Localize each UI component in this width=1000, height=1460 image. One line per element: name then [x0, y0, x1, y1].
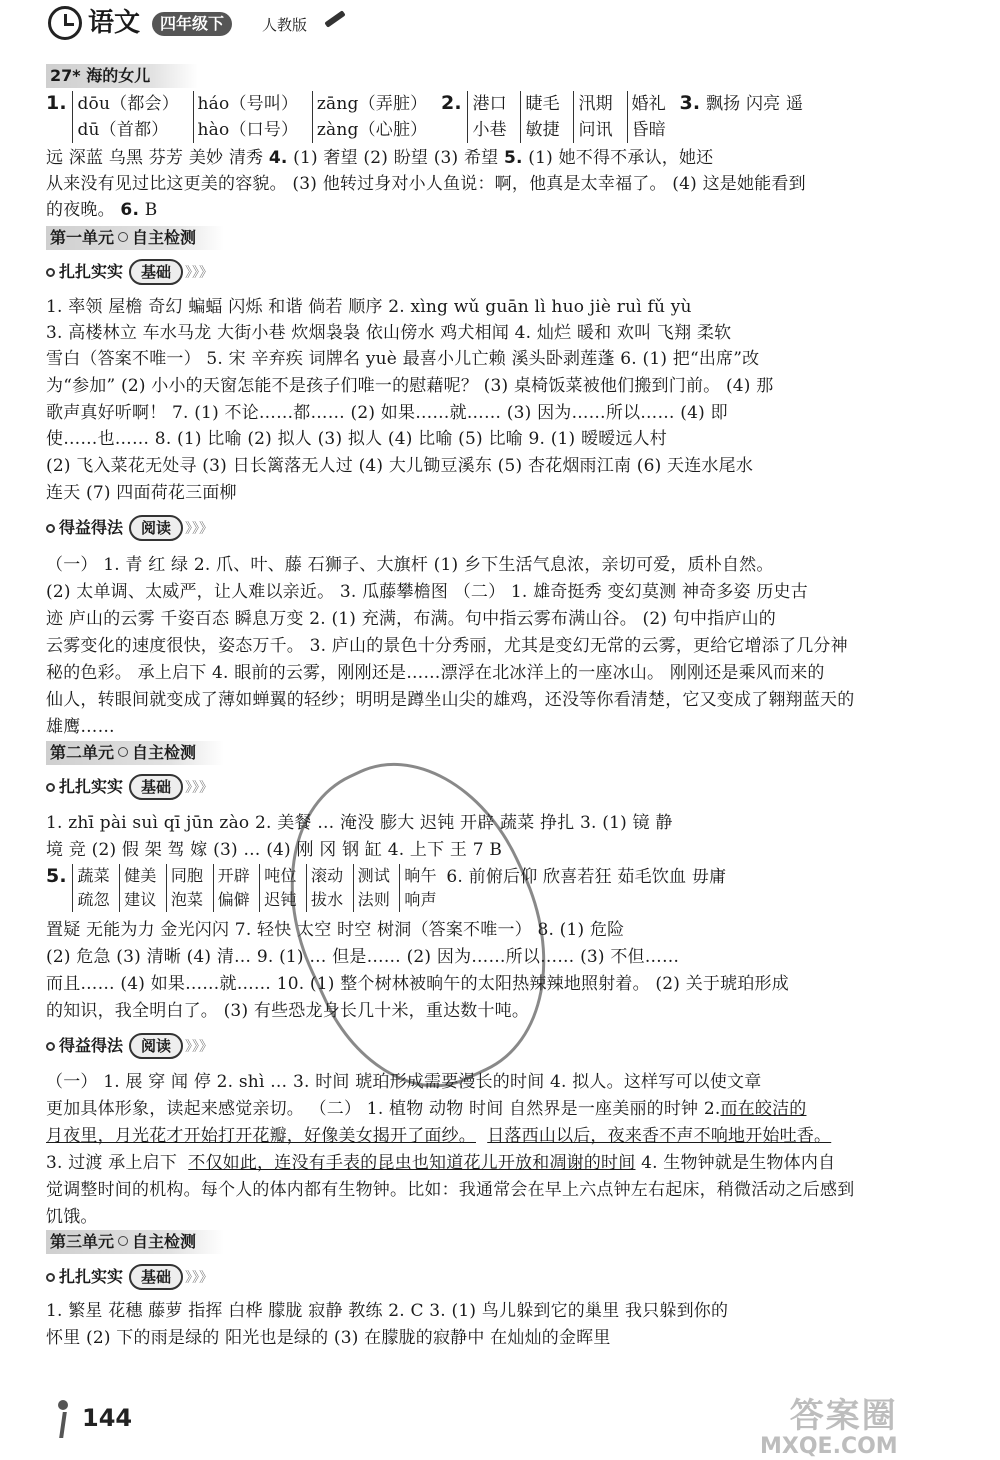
unit2-basic-heading: [46, 773, 213, 801]
unit2-reading-heading: [46, 1032, 213, 1060]
pair-top: háo（号叫）: [197, 94, 299, 114]
text-line: (2) 飞入菜花无处寻 (3) 日长篱落无人过 (4) 大儿锄豆溪东 (5) 杏花烟雨江南 (6) 天连水尾水: [46, 456, 754, 476]
pair-bottom: 偏僻: [217, 890, 250, 909]
page-header: [48, 4, 368, 44]
text-line: 为“参加” (2) 小小的天窗怎能不是孩子们唯一的慰藉呢？ (3) 桌椅饭菜被他们搬到门前。 (4) 那: [46, 376, 774, 396]
circle-icon: [46, 783, 55, 792]
pair: [213, 864, 250, 912]
text-line: 3. 高楼林立 车水马龙 大街小巷 炊烟袅袅 依山傍水 鸡犬相闻 4. 灿烂 暖和 欢叫 飞翔 柔软: [46, 323, 732, 343]
text-line: [46, 1150, 835, 1176]
pair-top: 睫毛: [525, 94, 560, 114]
unit-name: 第一单元: [50, 228, 115, 247]
text-line: 觉调整时间的机构。每个人的体内都有生物钟。比如：我通常会在早上六点钟左右起床，稍微活动之后感到: [46, 1180, 855, 1200]
q2-label: 2.: [441, 92, 462, 114]
section-pill: 基础: [129, 774, 183, 800]
pair-bottom: zàng（心脏）: [316, 120, 428, 140]
text-line: 1. 率领 屋檐 奇幻 蝙蝠 闪烁 和谐 倘若 顺序 2. xìng wǔ guān lì huo jiè ruì fǔ yù: [46, 297, 692, 317]
pair-bottom: dū（首都）: [77, 120, 169, 140]
q6-label: 6.: [120, 200, 140, 220]
pair: [166, 864, 203, 912]
page-footer: [46, 1398, 156, 1444]
unit3-basic-heading: [46, 1263, 213, 1291]
q1-label: 1.: [46, 92, 67, 114]
lesson-title: 27* 海的女儿: [50, 66, 151, 85]
text: 远 深蓝 乌黑 芬芳 美妙 清秀: [46, 148, 264, 168]
underlined-answer: 月夜里，月光花才开始打开花瓣，好像美女揭开了面纱。: [46, 1126, 476, 1146]
unit2-q5-row: [46, 864, 726, 912]
q5-label: 5.: [504, 148, 523, 168]
text-line: 秘的色彩。 承上启下 4. 眼前的云雾，刚刚还是……漂浮在北冰洋上的一座冰山。 刚刚还是乘风而来的: [46, 663, 825, 683]
pair: [72, 864, 109, 912]
pair-bottom: 昏暗: [631, 120, 666, 140]
text-line: 仙人，转眼间就变成了薄如蝉翼的轻纱；明明是蹲坐山尖的雄鸡，还没等你看清楚，它又变成了翱翔蓝天的: [46, 690, 855, 710]
section-pill: 阅读: [129, 1033, 183, 1059]
pair-top: 港口: [472, 94, 507, 114]
pair-bottom: hào（口号）: [197, 120, 299, 140]
pair: [119, 864, 156, 912]
watermark-brand: 答案圈: [789, 1396, 898, 1436]
circle-icon: [46, 1042, 55, 1051]
pair-top: dōu（都会）: [77, 94, 179, 114]
subject-title: 语文: [88, 8, 141, 38]
alarm-clock-icon: [48, 6, 82, 40]
arrows: 》》》: [185, 780, 214, 796]
pair-bottom: 响声: [404, 890, 437, 909]
text-line: 的知识，我全明白了。 (3) 有些恐龙身长几十米，重达数十吨。: [46, 1001, 530, 1021]
q1-pairs: [72, 91, 435, 143]
unit-test-label: 自主检测: [132, 228, 197, 247]
underlined-answer: 而在皎洁的: [720, 1099, 807, 1119]
text-line: 1. zhī pài suì qī jūn zào 2. 美餐 … 淹没 膨大 迟钝 开辟 蔬菜 挣扎 3. (1) 镜 静: [46, 813, 673, 833]
text-line: 歌声真好听啊！ 7. (1) 不论……都…… (2) 如果……就…… (3) 因为……所以…… (4) 即: [46, 403, 728, 423]
section-label: 扎扎实实: [59, 262, 124, 281]
pair: [72, 91, 178, 143]
pair-bottom: 问讯: [578, 120, 613, 140]
separator-icon: [118, 232, 128, 242]
separator-icon: [118, 1236, 128, 1246]
text-line: 而且…… (4) 如果……就…… 10. (1) 整个树林被晌午的太阳热辣辣地照射着。 (2) 关于琥珀形成: [46, 974, 789, 994]
unit1-reading-heading: [46, 514, 213, 542]
text-line: 迹 庐山的云雾 千姿百态 瞬息万变 2. (1) 充满，布满。句中指云雾布满山谷。 (2) 句中指庐山的: [46, 609, 777, 629]
text: (1) 她不得不承认，她还: [528, 148, 714, 168]
unit-test-label: 自主检测: [132, 1232, 197, 1251]
underlined-answer: 不仅如此，连没有手表的昆虫也知道花儿开放和凋谢的时间: [188, 1153, 636, 1173]
text: B: [144, 200, 158, 220]
q5-pairs: [72, 864, 440, 912]
text-line: 怀里 (2) 下的雨是绿的 阳光也是绿的 (3) 在朦胧的寂静中 在灿灿的金晖里: [46, 1328, 611, 1348]
pair-bottom: 敏捷: [525, 120, 560, 140]
text-line: 云雾变化的速度很快，姿态万千。 3. 庐山的景色十分秀丽，尤其是变幻无常的云雾，更给它增添了几分神: [46, 636, 848, 656]
section-label: 得益得法: [59, 518, 124, 537]
pair: [259, 864, 296, 912]
unit-name: 第三单元: [50, 1232, 115, 1251]
text: 3. 过渡 承上启下: [46, 1153, 178, 1173]
text-line: (2) 太单调、太威严，让人难以亲近。 3. 瓜藤攀檐图 （二） 1. 雄奇挺秀 变幻莫测 神奇多姿 历史古: [46, 582, 808, 602]
pair: [312, 91, 428, 143]
text: (1) 奢望 (2) 盼望 (3) 希望: [293, 148, 499, 168]
lesson27-row4: [46, 197, 157, 223]
pair-top: 开辟: [217, 866, 250, 885]
lesson27-row3: 从来没有见过比这更美的容貌。 (3) 他转过身对小人鱼说：啊，他真是太幸福了。 (4) 这是她能看到: [46, 174, 806, 194]
pair-top: 婚礼: [631, 94, 666, 114]
text: 6. 前俯后仰 欣喜若狂 茹毛饮血 毋庸: [446, 867, 727, 887]
text-line: [46, 1096, 806, 1122]
section-label: 扎扎实实: [59, 1267, 124, 1286]
page-number: 144: [82, 1404, 133, 1432]
q3-answer: 飘扬 闪亮 遥: [705, 94, 804, 114]
pair-top: 测试: [357, 866, 391, 885]
person-icon: [52, 1400, 74, 1440]
unit-test-label: 自主检测: [132, 743, 197, 762]
text-line: 置疑 无能为力 金光闪闪 7. 轻快 太空 时空 树洞（答案不唯一） 8. (1) 危险: [46, 920, 625, 940]
arrows: 》》》: [185, 1270, 214, 1286]
text: 更加具体形象，读起来感觉亲切。 （二） 1. 植物 动物 时间 自然界是一座美丽的时钟 2.: [46, 1099, 721, 1119]
section-pill: 基础: [129, 1264, 183, 1290]
circle-icon: [46, 268, 55, 277]
unit-name: 第二单元: [50, 743, 115, 762]
pair-bottom: 泡菜: [170, 890, 204, 909]
pair-bottom: 迟钝: [264, 890, 297, 909]
text-line: (2) 危急 (3) 清晰 (4) 清… 9. (1) … 但是…… (2) 因为……所以…… (3) 不但……: [46, 947, 680, 967]
pair-bottom: 拔水: [310, 890, 344, 909]
arrows: 》》》: [185, 1039, 214, 1055]
pair-bottom: 疏忽: [77, 890, 110, 909]
arrows: 》》》: [185, 265, 214, 281]
pair-top: 蔬菜: [77, 866, 110, 885]
section-pill: 基础: [129, 259, 183, 285]
q2-pairs: [467, 91, 673, 143]
pair-top: 同胞: [170, 866, 204, 885]
pair: [573, 91, 612, 143]
pair: [306, 864, 343, 912]
q4-label: 4.: [268, 148, 288, 168]
pair-top: 健美: [124, 866, 157, 885]
text: 的夜晚。: [46, 200, 115, 220]
pair-bottom: 小巷: [472, 120, 507, 140]
pair-top: 吨位: [264, 866, 297, 885]
text-line: 1. 繁星 花穗 藤萝 指挥 白桦 朦胧 寂静 教练 2. C 3. (1) 鸟儿躲到它的巢里 我只躲到你的: [46, 1301, 729, 1321]
text-line: 使……也…… 8. (1) 比喻 (2) 拟人 (3) 拟人 (4) 比喻 (5) 比喻 9. (1) 暧暧远人村: [46, 429, 667, 449]
text: 4. 生物钟就是生物体内自: [641, 1153, 836, 1173]
q5-label: 5.: [46, 865, 67, 887]
unit2-title-bar: [46, 741, 224, 765]
pair: [520, 91, 559, 143]
pair-bottom: 法则: [357, 890, 391, 909]
grade-badge: 四年级下: [152, 12, 232, 36]
arrows: 》》》: [185, 521, 214, 537]
pair-top: 汛期: [578, 94, 613, 114]
text-line: （一） 1. 青 红 绿 2. 爪、叶、藤 石狮子、大旗杆 (1) 乡下生活气息浓，亲切可爱，质朴自然。: [46, 555, 774, 575]
pair-bottom: 建议: [124, 890, 157, 909]
lesson27-row1: [46, 91, 803, 143]
unit1-basic-heading: [46, 258, 213, 286]
unit1-title-bar: [46, 226, 224, 250]
pair: [353, 864, 390, 912]
pair-top: 晌午: [404, 866, 437, 885]
pen-icon: [324, 10, 345, 28]
pair: [193, 91, 299, 143]
q3-label: 3.: [679, 92, 701, 114]
pair: [467, 91, 506, 143]
text-line: [46, 1123, 831, 1149]
underlined-answer: 日落西山以后，夜来香不声不响地开始吐香。: [487, 1126, 832, 1146]
pair-top: 滚动: [310, 866, 344, 885]
watermark: [760, 1398, 898, 1460]
lesson-title-bar: [46, 64, 198, 88]
text-line: 雄鹰……: [46, 717, 115, 737]
pair-top: zāng（弄脏）: [316, 94, 428, 114]
text-line: 雪白（答案不唯一） 5. 宋 辛弃疾 词牌名 yuè 最喜小儿亡赖 溪头卧剥莲蓬 6. (1) 把“出席”改: [46, 349, 760, 369]
section-label: 扎扎实实: [59, 777, 124, 796]
separator-icon: [118, 747, 128, 757]
pair: [399, 864, 436, 912]
section-label: 得益得法: [59, 1036, 124, 1055]
watermark-site: MXQE.COM: [760, 1434, 898, 1460]
unit3-title-bar: [46, 1230, 224, 1254]
pair: [627, 91, 666, 143]
text-line: （一） 1. 展 穿 闻 停 2. shì … 3. 时间 琥珀形成需要漫长的时间 4. 拟人。这样写可以使文章: [46, 1072, 762, 1092]
text-line: 境 竞 (2) 假 架 驾 嫁 (3) … (4) 刚 冈 钢 缸 4. 上下 王 7 B: [46, 840, 503, 860]
circle-icon: [46, 1273, 55, 1282]
section-pill: 阅读: [129, 515, 183, 541]
edition-label: 人教版: [262, 16, 308, 34]
text-line: 饥饿。: [46, 1207, 98, 1227]
circle-icon: [46, 524, 55, 533]
lesson27-row2: [46, 145, 713, 171]
text-line: 连天 (7) 四面荷花三面柳: [46, 483, 237, 503]
